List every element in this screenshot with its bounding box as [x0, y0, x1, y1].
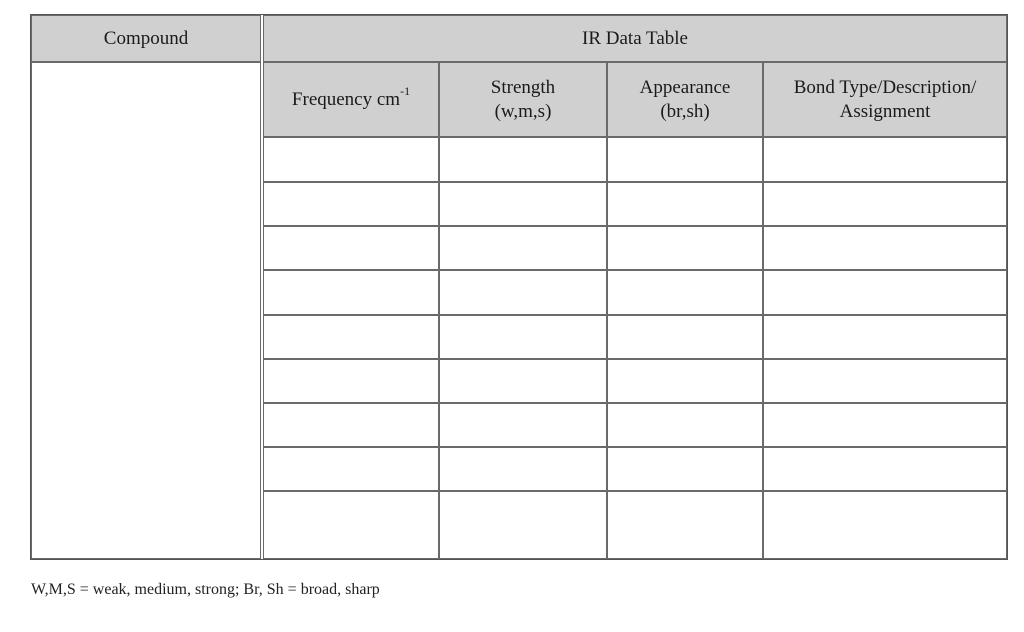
column-header-bond-type-line1: Bond Type/Description/: [793, 76, 977, 98]
compound-cell[interactable]: [31, 62, 261, 559]
column-header-bond-type: [763, 62, 1007, 137]
table-cell-appearance[interactable]: [607, 315, 763, 359]
table-cell-appearance[interactable]: [607, 403, 763, 447]
table-cell-appearance[interactable]: [607, 359, 763, 403]
column-header-bond-type-line2: Assignment: [839, 100, 931, 122]
table-cell-strength[interactable]: [439, 491, 607, 559]
table-cell-strength[interactable]: [439, 315, 607, 359]
table-cell-bond-type[interactable]: [763, 315, 1007, 359]
column-header-strength-line2: (w,m,s): [494, 100, 552, 122]
column-header-strength-line1: Strength: [490, 76, 556, 98]
table-cell-bond-type[interactable]: [763, 403, 1007, 447]
table-cell-strength[interactable]: [439, 403, 607, 447]
table-cell-strength[interactable]: [439, 137, 607, 182]
column-header-frequency: [263, 62, 439, 137]
table-cell-frequency[interactable]: [263, 447, 439, 491]
column-header-appearance: [607, 62, 763, 137]
column-header-appearance-line1: Appearance: [639, 76, 731, 98]
table-cell-bond-type[interactable]: [763, 137, 1007, 182]
table-cell-strength[interactable]: [439, 226, 607, 270]
table-cell-appearance[interactable]: [607, 137, 763, 182]
table-cell-bond-type[interactable]: [763, 491, 1007, 559]
table-cell-strength[interactable]: [439, 182, 607, 226]
table-title-label: IR Data Table: [582, 27, 688, 49]
table-cell-frequency[interactable]: [263, 315, 439, 359]
table-cell-bond-type[interactable]: [763, 359, 1007, 403]
table-cell-appearance[interactable]: [607, 270, 763, 315]
column-header-strength: [439, 62, 607, 137]
column-header-frequency-label: Frequency $cm^{-1}$: [291, 84, 411, 110]
table-cell-frequency[interactable]: [263, 359, 439, 403]
compound-header-label: Compound: [103, 27, 189, 49]
table-cell-bond-type[interactable]: [763, 226, 1007, 270]
table-cell-frequency[interactable]: [263, 491, 439, 559]
table-cell-frequency[interactable]: [263, 226, 439, 270]
table-cell-appearance[interactable]: [607, 182, 763, 226]
compound-header: [31, 15, 261, 62]
table-cell-strength[interactable]: [439, 359, 607, 403]
table-cell-frequency[interactable]: [263, 270, 439, 315]
table-cell-frequency[interactable]: [263, 403, 439, 447]
table-title: [263, 15, 1007, 62]
table-cell-frequency[interactable]: [263, 137, 439, 182]
table-cell-strength[interactable]: [439, 447, 607, 491]
table-cell-bond-type[interactable]: [763, 270, 1007, 315]
table-cell-appearance[interactable]: [607, 491, 763, 559]
column-header-appearance-line2: (br,sh): [660, 100, 710, 122]
footnote: W,M,S = weak, medium, strong; Br, Sh = broad, sharp: [31, 581, 380, 598]
table-cell-appearance[interactable]: [607, 447, 763, 491]
table-cell-appearance[interactable]: [607, 226, 763, 270]
table-cell-strength[interactable]: [439, 270, 607, 315]
table-cell-frequency[interactable]: [263, 182, 439, 226]
table-cell-bond-type[interactable]: [763, 447, 1007, 491]
table-cell-bond-type[interactable]: [763, 182, 1007, 226]
